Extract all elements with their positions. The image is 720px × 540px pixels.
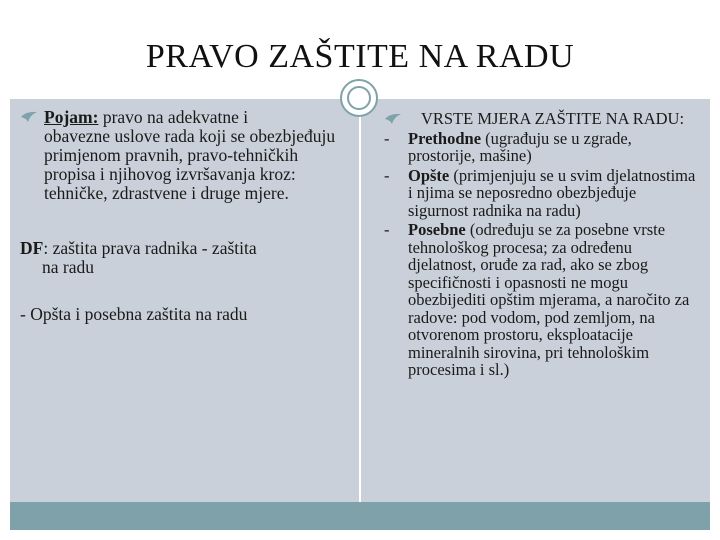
opsta-posebna-line: - Opšta i posebna zaštita na radu (20, 304, 248, 324)
right-column (384, 110, 699, 379)
list-dash: - (384, 220, 390, 239)
df-label: DF (20, 238, 44, 258)
df-paragraph (20, 239, 342, 277)
pojam-text: pravo na adekvatne i (98, 107, 249, 127)
list-item-prethodne (384, 130, 699, 165)
circle-ornament (340, 79, 378, 117)
decorative-bullet-icon (20, 110, 38, 124)
pojam-rest: obavezne uslove rada koji se obezbjeđuju primjenom pravnih, pravo-tehničkih propisa i njihovog izvršavanja kroz: tehničke, zdrastvene i druge mjere. (44, 126, 336, 203)
item-label: Posebne (408, 220, 466, 239)
slide-title: PRAVO ZAŠTITE NA RADU (145, 38, 575, 75)
item-text: (primjenjuju se u svim djelatnostima i njima se neposredno obezbjeđuje sigurnost radnika na radu) (408, 165, 696, 220)
list-item-posebne (384, 221, 699, 379)
vertical-divider (359, 97, 361, 502)
list-dash: - (384, 165, 390, 185)
pojam-label: Pojam: (44, 107, 99, 127)
item-text: (ugrađuju se u zgrade, prostorije, mašine) (408, 128, 632, 165)
list-item-opste (384, 167, 699, 220)
item-text: (određuju se za posebne vrste tehnološkog procesa; za određenu djelatnost, oruđe za rad, ako se zbog specifičnosti i opasnosti ne mogu obezbijediti opštim mjerama, a naročito za radove: pod vodom, pod zemljom, na otvorenom prostoru, eksploatacije mineralnih sirovina, pri tehnološkim procesima i sl.) (408, 220, 690, 379)
left-column (20, 108, 342, 324)
vrste-mjera-heading (384, 110, 699, 128)
vrste-mjera-heading-text: VRSTE MJERA ZAŠTITE NA RADU: (420, 109, 685, 128)
decorative-bullet-icon (384, 112, 402, 126)
df-rest: na radu (42, 257, 94, 277)
pojam-paragraph (20, 108, 342, 203)
circle-ornament-inner (347, 86, 371, 110)
df-text: : zaštita prava radnika - zaštita (43, 238, 257, 258)
item-label: Opšte (408, 165, 450, 185)
footer-bar (10, 502, 710, 530)
list-dash: - (384, 128, 390, 148)
item-label: Prethodne (408, 128, 482, 148)
